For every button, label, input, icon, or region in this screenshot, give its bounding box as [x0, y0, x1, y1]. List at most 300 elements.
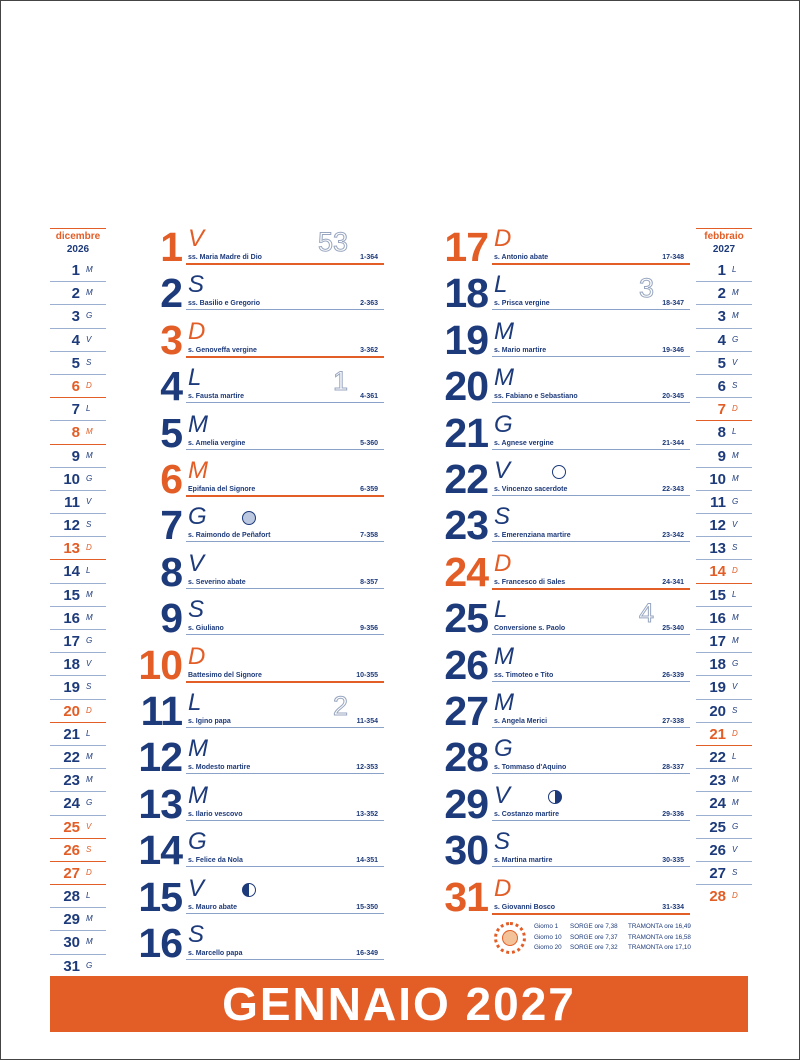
mini-day-number: 21: [709, 725, 726, 743]
mini-day-number: 23: [63, 772, 80, 790]
next-month-day: [696, 329, 752, 352]
mini-day-letter: D: [86, 867, 92, 877]
day-number: 18: [444, 270, 488, 317]
saint-name: s. Tommaso d'Aquino: [494, 764, 567, 772]
mini-day-number: 23: [709, 772, 726, 790]
mini-day-letter: S: [86, 520, 92, 530]
day-number: 28: [444, 734, 488, 781]
mini-day-number: 14: [63, 563, 80, 581]
mini-day-letter: S: [732, 380, 738, 390]
mini-day-letter: M: [732, 473, 739, 483]
day-number: 8: [160, 548, 182, 595]
next-month-day: [696, 375, 752, 398]
moon-phase-icon: [242, 883, 256, 897]
prev-month-day: [50, 584, 106, 607]
saint-name: s. Costanzo martire: [494, 810, 559, 818]
weekday-letter: M: [494, 642, 514, 670]
month-banner: GENNAIO 2027: [50, 976, 748, 1032]
sun-times-box: [494, 917, 690, 959]
mini-day-letter: D: [86, 380, 92, 390]
mini-day-number: 16: [709, 609, 726, 627]
prev-month-day: [50, 305, 106, 328]
next-month-day: [696, 398, 752, 421]
sunrise-time: SORGE ore 7,32: [570, 944, 618, 951]
prev-month-day: [50, 398, 106, 421]
mini-day-number: 17: [63, 633, 80, 650]
weekday-letter: D: [188, 317, 206, 345]
saint-name: s. Amelia vergine: [188, 439, 246, 447]
mini-day-number: 6: [717, 377, 726, 395]
day-number: 11: [140, 688, 182, 734]
next-month-day: [696, 491, 752, 514]
day-count: 7-358: [360, 532, 378, 540]
next-month-day: [696, 305, 752, 328]
mini-day-number: 19: [709, 679, 726, 697]
day-underline: [186, 263, 384, 265]
next-month-name: febbraio: [704, 231, 744, 242]
mini-day-letter: M: [86, 265, 93, 274]
prev-month-header: [50, 228, 106, 259]
day-entry: [120, 782, 384, 828]
next-month-day: [696, 259, 752, 282]
mini-day-number: 26: [709, 841, 726, 859]
prev-month-day: [50, 885, 106, 908]
weekday-letter: L: [494, 271, 508, 299]
mini-day-number: 20: [63, 702, 80, 720]
saint-name: s. Igino papa: [188, 718, 231, 725]
mini-day-number: 5: [717, 354, 726, 372]
mini-day-letter: G: [86, 473, 93, 483]
mini-day-number: 18: [63, 656, 80, 674]
mini-day-number: 19: [63, 679, 80, 697]
prev-month-day: [50, 955, 106, 978]
moon-phase-icon: [242, 511, 256, 525]
day-count: 21-344: [662, 439, 684, 447]
next-month-day: [696, 445, 752, 468]
weekday-letter: S: [494, 503, 511, 531]
mini-day-number: 22: [709, 748, 726, 766]
mini-day-letter: D: [732, 566, 738, 576]
mini-day-number: 10: [709, 470, 726, 488]
weekday-letter: M: [494, 689, 514, 716]
next-month-day: [696, 746, 752, 769]
mini-day-number: 25: [709, 818, 726, 836]
day-entry: [426, 735, 690, 781]
day-underline: [492, 402, 690, 403]
day-underline: [186, 820, 384, 821]
day-count: 1-364: [360, 254, 378, 261]
mini-day-letter: D: [732, 891, 738, 901]
mini-day-letter: M: [86, 751, 93, 761]
day-number: 12: [138, 734, 182, 781]
mini-day-letter: M: [86, 775, 93, 785]
day-underline: [492, 913, 690, 915]
day-underline: [492, 309, 690, 310]
day-underline: [492, 588, 690, 590]
next-month-day: [696, 607, 752, 630]
mini-day-number: 13: [709, 540, 726, 558]
weekday-letter: D: [494, 549, 512, 577]
sunset-time: TRAMONTA ore 17,10: [628, 944, 691, 951]
mini-day-number: 12: [709, 517, 726, 535]
day-entry: [120, 550, 384, 596]
sunset-time: TRAMONTA ore 16,49: [628, 923, 691, 930]
day-count: 13-352: [356, 810, 378, 818]
day-underline: [492, 866, 690, 867]
sun-day: Giorno 1: [534, 923, 559, 930]
day-underline: [492, 449, 690, 450]
prev-month-day: [50, 723, 106, 746]
day-entry: [120, 643, 384, 689]
saint-name: s. Giovanni Bosco: [494, 903, 556, 911]
weekday-letter: D: [494, 225, 512, 252]
day-count: 22-343: [662, 486, 684, 493]
mini-day-number: 5: [71, 354, 80, 372]
moon-phase-icon: [548, 790, 562, 804]
day-entry: [426, 596, 690, 642]
mini-day-letter: G: [86, 960, 93, 970]
saint-name: s. Modesto martire: [188, 764, 251, 772]
mini-day-number: 28: [709, 888, 726, 906]
day-number: 13: [138, 780, 182, 827]
prev-month-day: [50, 329, 106, 352]
mini-day-letter: G: [86, 636, 93, 645]
weekday-letter: D: [494, 874, 512, 902]
mini-day-letter: M: [86, 612, 93, 622]
day-count: 4-361: [360, 393, 378, 401]
saint-name: s. Francesco di Sales: [494, 578, 566, 586]
day-underline: [186, 681, 384, 683]
mini-day-number: 15: [709, 586, 726, 604]
mini-day-letter: S: [86, 357, 92, 367]
mini-day-letter: M: [86, 427, 93, 437]
prev-month-day: [50, 862, 106, 885]
day-entry: [120, 411, 384, 457]
mini-day-number: 21: [63, 725, 80, 743]
day-underline: [492, 356, 690, 357]
day-count: 24-341: [662, 578, 684, 586]
weekday-letter: L: [188, 364, 202, 392]
day-number: 1: [160, 224, 182, 270]
saint-name: s. Genoveffa vergine: [188, 346, 257, 354]
mini-day-letter: M: [86, 589, 93, 599]
weekday-letter: V: [188, 874, 205, 902]
day-number: 30: [444, 827, 488, 874]
mini-day-letter: M: [732, 612, 739, 622]
day-underline: [186, 402, 384, 403]
prev-month-day: [50, 468, 106, 491]
mini-day-number: 3: [71, 308, 80, 326]
weekday-letter: V: [188, 225, 205, 252]
mini-day-number: 17: [709, 633, 726, 650]
next-month-day: [696, 514, 752, 537]
sunset-time: TRAMONTA ore 16,58: [628, 933, 691, 941]
mini-day-number: 14: [709, 563, 726, 581]
day-count: 19-346: [662, 346, 684, 354]
next-month-day: [696, 537, 752, 560]
mini-day-number: 9: [717, 447, 726, 465]
day-entry: [120, 596, 384, 642]
prev-month-day: [50, 259, 106, 282]
day-count: 5-360: [360, 439, 378, 447]
next-month-year: 2027: [712, 244, 736, 255]
weekday-letter: V: [188, 549, 205, 577]
saint-name: Battesimo del Signore: [188, 671, 262, 679]
mini-day-number: 1: [717, 262, 726, 279]
day-entry: [426, 550, 690, 596]
day-underline: [492, 263, 690, 265]
mini-day-letter: L: [732, 589, 737, 599]
mini-day-number: 31: [63, 957, 80, 975]
week-number: 1: [332, 366, 348, 397]
day-entry: [426, 271, 690, 317]
saint-name: ss. Timoteo e Tito: [494, 671, 554, 679]
prev-month-day: [50, 931, 106, 954]
mini-day-letter: V: [732, 844, 738, 854]
saint-name: s. Ilario vescovo: [188, 810, 243, 818]
mini-day-letter: M: [732, 288, 739, 298]
day-number: 14: [138, 827, 182, 874]
mini-day-number: 7: [717, 401, 726, 419]
day-entry: [120, 735, 384, 781]
day-count: 20-345: [662, 393, 684, 401]
prev-month-day: [50, 792, 106, 815]
day-number: 9: [160, 595, 182, 642]
mini-day-letter: L: [86, 891, 91, 901]
day-entry: [426, 503, 690, 549]
day-underline: [492, 681, 690, 682]
day-number: 26: [444, 641, 488, 688]
day-count: 6-359: [360, 486, 378, 493]
weekday-letter: M: [188, 781, 208, 809]
mini-day-number: 30: [63, 934, 80, 952]
mini-day-letter: D: [86, 543, 92, 553]
sunrise-time: SORGE ore 7,37: [570, 933, 618, 941]
mini-day-letter: D: [732, 728, 738, 738]
day-entry: [120, 225, 384, 271]
day-number: 5: [160, 409, 182, 456]
mini-day-number: 24: [709, 795, 726, 813]
weekday-letter: V: [494, 457, 511, 484]
weekday-letter: G: [494, 735, 513, 763]
day-underline: [492, 727, 690, 728]
day-number: 29: [444, 780, 488, 827]
mini-day-letter: G: [732, 496, 739, 506]
mini-day-letter: L: [86, 404, 91, 414]
prev-month-day: [50, 653, 106, 676]
mini-day-letter: V: [732, 682, 738, 692]
prev-month-day: [50, 630, 106, 653]
day-entry: [426, 689, 690, 735]
mini-day-number: 29: [63, 911, 80, 929]
saint-name: s. Antonio abate: [494, 254, 549, 261]
mini-day-letter: V: [86, 496, 92, 506]
day-underline: [492, 773, 690, 774]
mini-day-letter: V: [86, 334, 92, 344]
mini-day-letter: M: [732, 636, 739, 645]
day-number: 21: [444, 409, 488, 456]
moon-phase-icon: [552, 465, 566, 479]
day-entry: [426, 411, 690, 457]
prev-month-day: [50, 839, 106, 862]
next-month-day: [696, 352, 752, 375]
next-month-day: [696, 816, 752, 839]
saint-name: Conversione s. Paolo: [494, 625, 566, 633]
mini-day-number: 4: [717, 331, 726, 349]
mini-day-letter: M: [732, 450, 739, 460]
day-underline: [186, 634, 384, 635]
day-underline: [186, 588, 384, 589]
weekday-letter: L: [188, 689, 202, 716]
saint-name: s. Prisca vergine: [494, 300, 550, 308]
weekday-letter: G: [188, 503, 207, 531]
mini-day-letter: L: [732, 751, 737, 761]
day-entry: [426, 782, 690, 828]
prev-month-column: [50, 228, 106, 978]
day-underline: [186, 495, 384, 497]
weekday-letter: M: [188, 457, 208, 484]
mini-day-letter: M: [732, 798, 739, 808]
day-entry: [426, 225, 690, 271]
day-underline: [186, 866, 384, 867]
mini-day-letter: M: [86, 288, 93, 298]
mini-day-letter: L: [86, 728, 91, 738]
day-underline: [186, 773, 384, 774]
mini-day-letter: V: [732, 357, 738, 367]
weekday-letter: S: [188, 271, 205, 299]
saint-name: s. Agnese vergine: [494, 439, 554, 447]
day-count: 17-348: [662, 254, 684, 261]
day-count: 28-337: [662, 764, 684, 772]
weekday-letter: M: [188, 735, 208, 763]
weekday-letter: D: [188, 642, 206, 670]
prev-month-day: [50, 908, 106, 931]
day-number: 4: [160, 363, 182, 410]
prev-month-day: [50, 560, 106, 583]
prev-month-year: 2026: [66, 244, 90, 255]
week-number: 2: [332, 691, 348, 721]
prev-month-day: [50, 607, 106, 630]
saint-name: Epifania del Signore: [188, 486, 256, 493]
day-count: 16-349: [356, 950, 378, 957]
mini-day-letter: M: [732, 775, 739, 785]
mini-day-letter: M: [86, 937, 93, 947]
day-entry: [120, 271, 384, 317]
weekday-letter: M: [188, 410, 208, 438]
saint-name: s. Martina martire: [494, 857, 553, 865]
day-underline: [186, 959, 384, 960]
mini-day-letter: M: [86, 450, 93, 460]
mini-day-number: 3: [717, 308, 726, 326]
day-underline: [186, 356, 384, 358]
next-month-day: [696, 839, 752, 862]
weekday-letter: V: [494, 781, 511, 809]
day-count: 8-357: [360, 578, 378, 586]
mini-day-letter: G: [732, 821, 739, 831]
day-underline: [186, 449, 384, 450]
day-count: 10-355: [356, 671, 378, 679]
mini-day-number: 2: [717, 285, 726, 303]
day-count: 11-354: [356, 718, 378, 725]
mini-day-number: 26: [63, 841, 80, 859]
mini-day-letter: S: [86, 844, 92, 854]
day-count: 29-336: [662, 810, 684, 818]
next-month-day: [696, 421, 752, 444]
day-number: 17: [444, 224, 488, 270]
next-month-day: [696, 676, 752, 699]
day-number: 6: [160, 456, 182, 502]
day-number: 23: [444, 502, 488, 549]
saint-name: s. Fausta martire: [188, 393, 245, 401]
day-number: 22: [444, 456, 488, 502]
prev-month-day: [50, 282, 106, 305]
next-month-day: [696, 653, 752, 676]
mini-day-number: 12: [63, 517, 80, 535]
day-number: 16: [138, 920, 182, 966]
next-month-day: [696, 468, 752, 491]
mini-day-letter: G: [86, 311, 93, 321]
mini-day-number: 24: [63, 795, 80, 813]
mini-day-letter: V: [732, 520, 738, 530]
next-month-day: [696, 630, 752, 653]
day-underline: [492, 495, 690, 496]
saint-name: s. Mauro abate: [188, 903, 238, 911]
prev-month-day: [50, 676, 106, 699]
prev-month-day: [50, 375, 106, 398]
day-count: 3-362: [360, 346, 378, 354]
mini-day-letter: G: [732, 659, 739, 669]
day-count: 18-347: [662, 300, 684, 308]
mini-day-number: 7: [71, 401, 80, 419]
day-entry: [120, 921, 384, 967]
mini-day-number: 15: [63, 586, 80, 604]
sun-times-row: [534, 943, 691, 954]
sun-times-row: [534, 933, 691, 944]
day-underline: [492, 634, 690, 635]
next-month-day: [696, 862, 752, 885]
week-number: 3: [638, 273, 654, 304]
prev-month-day: [50, 537, 106, 560]
prev-month-day: [50, 746, 106, 769]
sun-times-list: [534, 922, 691, 954]
saint-name: ss. Basilio e Gregorio: [188, 300, 260, 308]
day-number: 10: [138, 641, 182, 688]
day-entry: [120, 364, 384, 410]
next-month-day: [696, 584, 752, 607]
day-count: 12-353: [356, 764, 378, 772]
saint-name: s. Marcello papa: [188, 950, 243, 957]
next-month-day: [696, 792, 752, 815]
day-count: 15-350: [356, 903, 378, 911]
mini-day-letter: M: [86, 914, 93, 924]
saint-name: s. Angela Merici: [494, 718, 548, 725]
day-entry: [120, 875, 384, 921]
prev-month-day: [50, 352, 106, 375]
sun-day: Giorno 10: [534, 933, 562, 941]
sun-day: Giorno 20: [534, 944, 562, 951]
mini-day-letter: V: [86, 821, 92, 831]
mini-day-number: 28: [63, 888, 80, 906]
mini-day-number: 10: [63, 470, 80, 488]
mini-day-number: 4: [71, 331, 80, 349]
day-entry: [426, 828, 690, 874]
day-entry: [426, 875, 690, 921]
day-number: 20: [444, 363, 488, 410]
weekday-letter: G: [188, 828, 207, 856]
weekday-letter: S: [188, 921, 205, 948]
day-underline: [186, 727, 384, 728]
mini-day-number: 9: [71, 447, 80, 465]
